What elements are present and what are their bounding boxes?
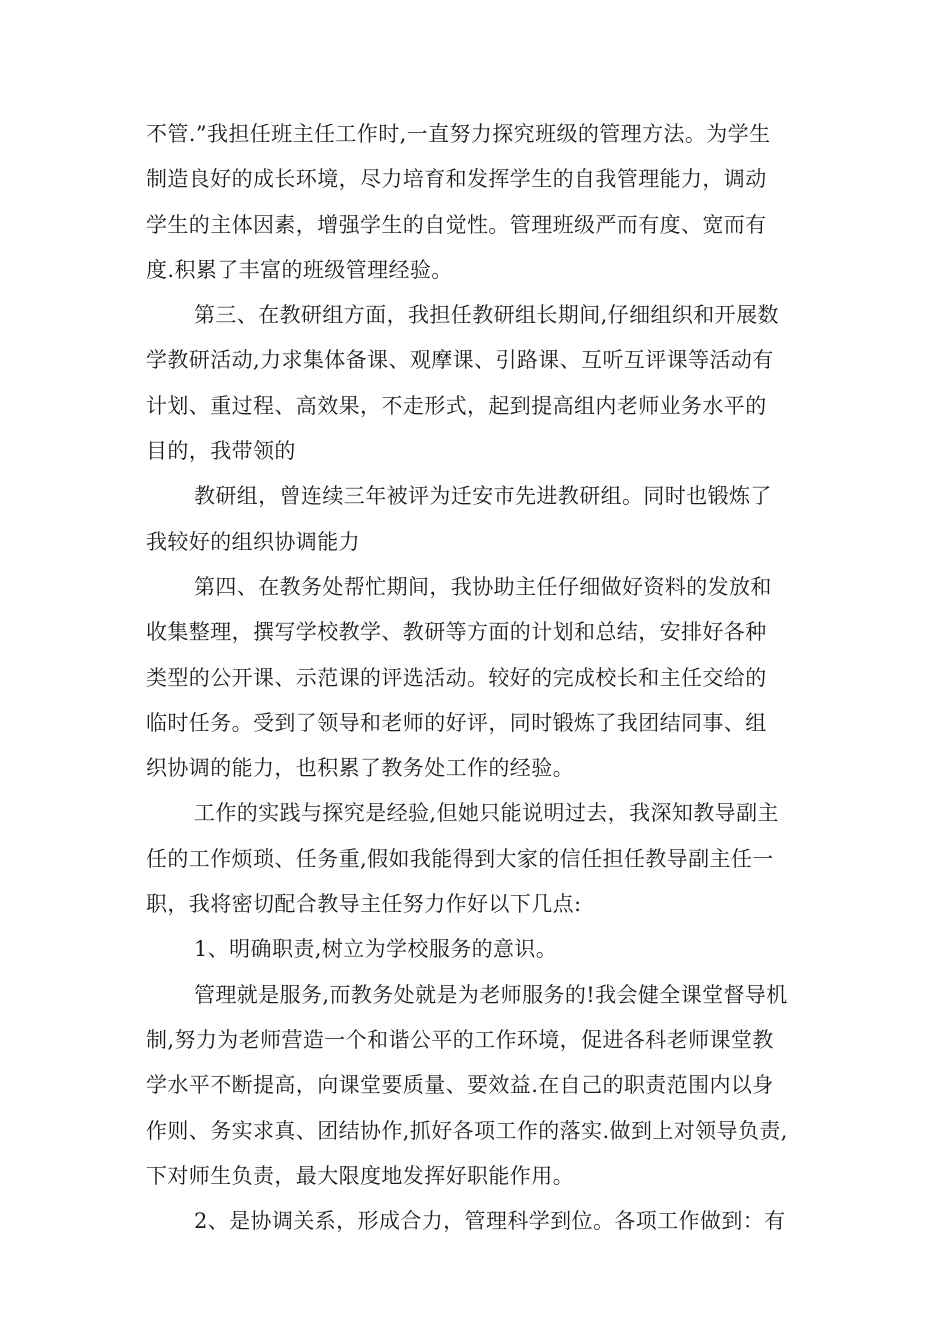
text-line: 制造良好的成长环境，尽力培育和发挥学生的自我管理能力，调动 xyxy=(146,167,767,192)
text-line: 下对师生负责，最大限度地发挥好职能作用。 xyxy=(146,1163,574,1188)
text-line: 织协调的能力，也积累了教务处工作的经验。 xyxy=(146,756,574,781)
text-line: 学教研活动,力求集体备课、观摩课、引路课、互听互评课等活动有 xyxy=(146,348,774,373)
text-line: 管理就是服务,而教务处就是为老师服务的!我会健全课堂督导机 xyxy=(194,982,788,1007)
text-line: 计划、重过程、高效果，不走形式，起到提高组内老师业务水平的 xyxy=(146,393,767,418)
text-line: 第四、在教务处帮忙期间，我协助主任仔细做好资料的发放和 xyxy=(194,574,772,599)
text-line: 我较好的组织协调能力 xyxy=(146,529,360,554)
text-line: 学水平不断提高，向课堂要质量、要效益.在自己的职责范围内以身 xyxy=(146,1073,774,1098)
text-line: 不管.”我担任班主任工作时,一直努力探究班级的管理方法。为学生 xyxy=(146,122,771,146)
text-line: 工作的实践与探究是经验,但她只能说明过去，我深知教导副主 xyxy=(194,801,779,826)
text-line: 收集整理，撰写学校教学、教研等方面的计划和总结，安排好各种 xyxy=(146,620,767,645)
text-line: 度.积累了丰富的班级管理经验。 xyxy=(146,257,453,282)
document-body xyxy=(146,112,810,1244)
text-line: 制,努力为老师营造一个和谐公平的工作环境，促进各科老师课堂教 xyxy=(146,1027,774,1052)
text-line: 2、是协调关系，形成合力，管理科学到位。各项工作做到：有 xyxy=(194,1209,786,1234)
text-line: 第三、在教研组方面，我担任教研组长期间,仔细组织和开展数 xyxy=(194,303,779,328)
text-line: 1、明确职责,树立为学校服务的意识。 xyxy=(194,937,558,962)
text-line: 教研组，曾连续三年被评为迁安市先进教研组。同时也锻炼了 xyxy=(194,484,772,509)
text-line: 职，我将密切配合教导主任努力作好以下几点: xyxy=(146,892,582,917)
text-line: 类型的公开课、示范课的评选活动。较好的完成校长和主任交给的 xyxy=(146,665,767,690)
text-line: 目的，我带领的 xyxy=(146,439,296,464)
text-line: 任的工作烦琐、任务重,假如我能得到大家的信任担任教导副主任一 xyxy=(146,846,774,871)
text-line: 临时任务。受到了领导和老师的好评，同时锻炼了我团结同事、组 xyxy=(146,710,767,735)
text-line: 作则、务实求真、团结协作,抓好各项工作的落实.做到上对领导负责, xyxy=(146,1118,788,1143)
text-line: 学生的主体因素，增强学生的自觉性。管理班级严而有度、宽而有 xyxy=(146,212,767,237)
